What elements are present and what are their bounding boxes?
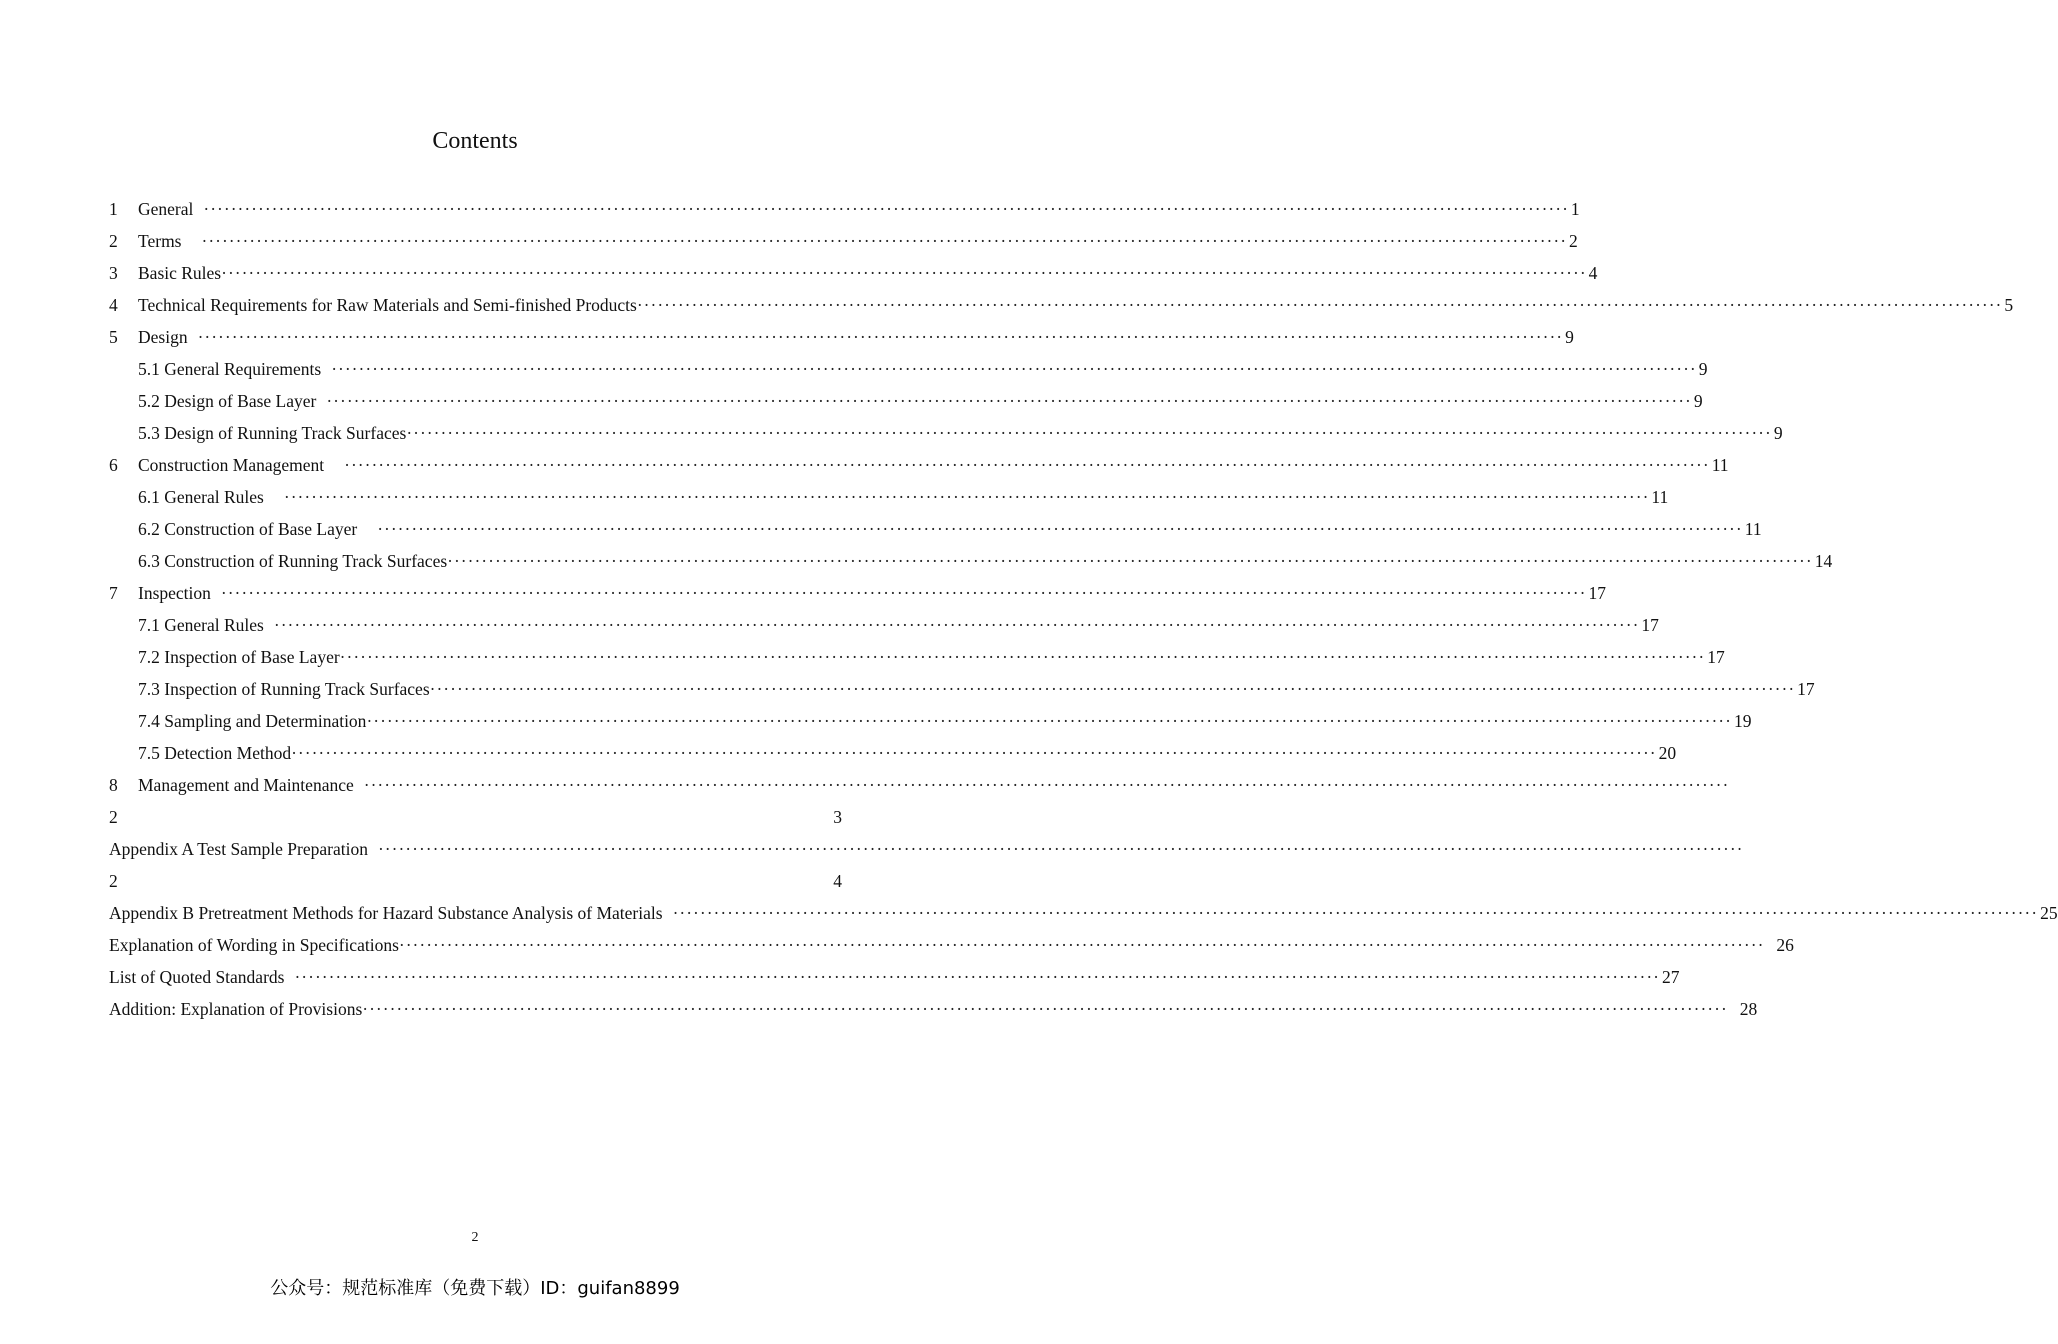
toc-number: 6 xyxy=(109,455,118,475)
toc-number: 3 xyxy=(109,263,118,283)
leader-dots: ········································································································································································································ xyxy=(363,775,1730,795)
toc-entry[interactable] xyxy=(109,769,1730,801)
toc-subentry[interactable] xyxy=(109,673,1815,705)
toc-page: 20 xyxy=(1658,743,1677,763)
toc-label: Design xyxy=(138,327,188,347)
toc-number: 5 xyxy=(109,327,118,347)
leader-dots: ········································································································································································································ xyxy=(294,967,1660,987)
leader-dots: ········································································································································································································ xyxy=(406,423,1772,443)
toc-entry[interactable] xyxy=(109,961,1680,993)
toc-page-wrap-line xyxy=(109,801,842,833)
toc-number: 2 xyxy=(109,231,118,251)
toc-page: 2 xyxy=(1569,231,1578,251)
toc-entry[interactable] xyxy=(109,257,1598,289)
toc-label: 7.3 Inspection of Running Track Surfaces xyxy=(138,679,430,699)
footer-watermark: 公众号：规范标准库（免费下载）ID：guifan8899 xyxy=(270,1278,680,1299)
toc-subentry[interactable] xyxy=(109,545,1833,577)
toc-subentry[interactable] xyxy=(109,513,1762,545)
toc-number: 4 xyxy=(109,295,118,315)
toc-page: 28 xyxy=(1739,999,1758,1019)
toc-subentry[interactable] xyxy=(109,417,1783,449)
leader-dots: ········································································································································································································ xyxy=(447,551,1813,571)
toc-label: Addition: Explanation of Provisions xyxy=(109,999,363,1019)
leader-dots: ········································································································································································································ xyxy=(283,487,1650,507)
toc-label: Construction Management xyxy=(138,455,325,475)
toc-number: 8 xyxy=(109,775,118,795)
toc-entry[interactable] xyxy=(109,321,1574,353)
toc-page: 17 xyxy=(1641,615,1659,635)
toc-entry[interactable] xyxy=(109,225,1578,257)
toc-label: 6.3 Construction of Running Track Surfaces xyxy=(138,551,448,571)
toc-page: 26 xyxy=(1776,935,1794,955)
toc-entry[interactable] xyxy=(109,833,1744,865)
toc-label: 5.2 Design of Base Layer xyxy=(138,391,317,411)
leader-dots: ········································································································································································································ xyxy=(672,903,2039,923)
toc-page: 14 xyxy=(1814,551,1833,571)
leader-dots: ········································································································································································································ xyxy=(203,199,1569,219)
leader-dots: ········································································································································································································ xyxy=(429,679,1796,699)
toc-page: 17 xyxy=(1797,679,1815,699)
toc-label: 5.3 Design of Running Track Surfaces xyxy=(138,423,407,443)
table-of-contents xyxy=(109,193,2058,1025)
toc-label: Inspection xyxy=(138,583,211,603)
toc-subentry[interactable] xyxy=(109,705,1752,737)
toc-page-right: 4 xyxy=(833,871,842,891)
toc-page: 17 xyxy=(1707,647,1725,667)
toc-label: 7.1 General Rules xyxy=(138,615,264,635)
toc-page-left: 2 xyxy=(109,871,118,891)
toc-subentry[interactable] xyxy=(109,737,1677,769)
toc-label: Management and Maintenance xyxy=(138,775,354,795)
toc-page: 1 xyxy=(1570,199,1580,219)
toc-number: 7 xyxy=(109,583,118,603)
leader-dots: ········································································································································································································ xyxy=(197,327,1564,347)
leader-dots: ········································································································································································································ xyxy=(636,295,2003,315)
toc-page-wrap-line xyxy=(109,865,842,897)
toc-label: 7.2 Inspection of Base Layer xyxy=(138,647,340,667)
toc-page: 4 xyxy=(1588,263,1598,283)
leader-dots: ········································································································································································································ xyxy=(201,231,1568,251)
toc-label: 6.1 General Rules xyxy=(138,487,264,507)
toc-page-left: 2 xyxy=(109,807,118,827)
leader-dots: ········································································································································································································ xyxy=(366,711,1732,731)
toc-label: 6.2 Construction of Base Layer xyxy=(138,519,358,539)
toc-label: Technical Requirements for Raw Materials and Semi-finished Products xyxy=(138,295,637,315)
leader-dots: ········································································································································································································ xyxy=(220,583,1587,603)
toc-page: 9 xyxy=(1693,391,1703,411)
toc-entry[interactable] xyxy=(109,449,1729,481)
toc-label: 5.1 General Requirements xyxy=(138,359,322,379)
toc-label: 7.4 Sampling and Determination xyxy=(138,711,367,731)
toc-page: 9 xyxy=(1698,359,1708,379)
toc-entry[interactable] xyxy=(109,577,1606,609)
toc-page: 11 xyxy=(1744,519,1762,539)
toc-entry[interactable] xyxy=(109,929,1794,961)
toc-label: Basic Rules xyxy=(138,263,222,283)
toc-page: 19 xyxy=(1733,711,1752,731)
toc-entry[interactable] xyxy=(109,993,1758,1025)
toc-label: Appendix A Test Sample Preparation xyxy=(109,839,368,859)
leader-dots: ········································································································································································································ xyxy=(326,391,1692,411)
toc-subentry[interactable] xyxy=(109,481,1669,513)
toc-subentry[interactable] xyxy=(109,385,1703,417)
leader-dots: ········································································································································································································ xyxy=(331,359,1697,379)
leader-dots: ········································································································································································································ xyxy=(398,935,1765,955)
toc-page: 17 xyxy=(1588,583,1606,603)
toc-label: 7.5 Detection Method xyxy=(138,743,292,763)
toc-page: 9 xyxy=(1565,327,1574,347)
leader-dots: ········································································································································································································ xyxy=(339,647,1706,667)
leader-dots: ········································································································································································································ xyxy=(377,519,1743,539)
toc-page: 25 xyxy=(2040,903,2058,923)
leader-dots: ········································································································································································································ xyxy=(273,615,1640,635)
toc-number: 1 xyxy=(109,199,118,219)
toc-page: 11 xyxy=(1651,487,1669,507)
toc-entry[interactable] xyxy=(109,897,2058,929)
toc-label: List of Quoted Standards xyxy=(109,967,285,987)
toc-label: Terms xyxy=(138,231,182,251)
toc-page: 11 xyxy=(1711,455,1729,475)
page-title: Contents xyxy=(432,128,518,154)
toc-page-right: 3 xyxy=(833,807,842,827)
toc-subentry[interactable] xyxy=(109,609,1659,641)
toc-entry[interactable] xyxy=(109,289,2014,321)
toc-subentry[interactable] xyxy=(109,641,1725,673)
toc-label: Appendix B Pretreatment Methods for Hazard Substance Analysis of Materials xyxy=(109,903,663,923)
leader-dots: ········································································································································································································ xyxy=(291,743,1657,763)
toc-subentry[interactable] xyxy=(109,353,1708,385)
toc-label: Explanation of Wording in Specifications xyxy=(109,935,399,955)
toc-entry[interactable] xyxy=(109,193,1580,225)
toc-page: 5 xyxy=(2004,295,2014,315)
leader-dots: ········································································································································································································ xyxy=(362,999,1728,1019)
toc-label: General xyxy=(138,199,194,219)
page-number: 2 xyxy=(471,1230,479,1245)
toc-page: 9 xyxy=(1773,423,1783,443)
leader-dots: ········································································································································································································ xyxy=(377,839,1744,859)
leader-dots: ········································································································································································································ xyxy=(344,455,1710,475)
leader-dots: ········································································································································································································ xyxy=(221,263,1587,283)
toc-page: 27 xyxy=(1662,967,1680,987)
